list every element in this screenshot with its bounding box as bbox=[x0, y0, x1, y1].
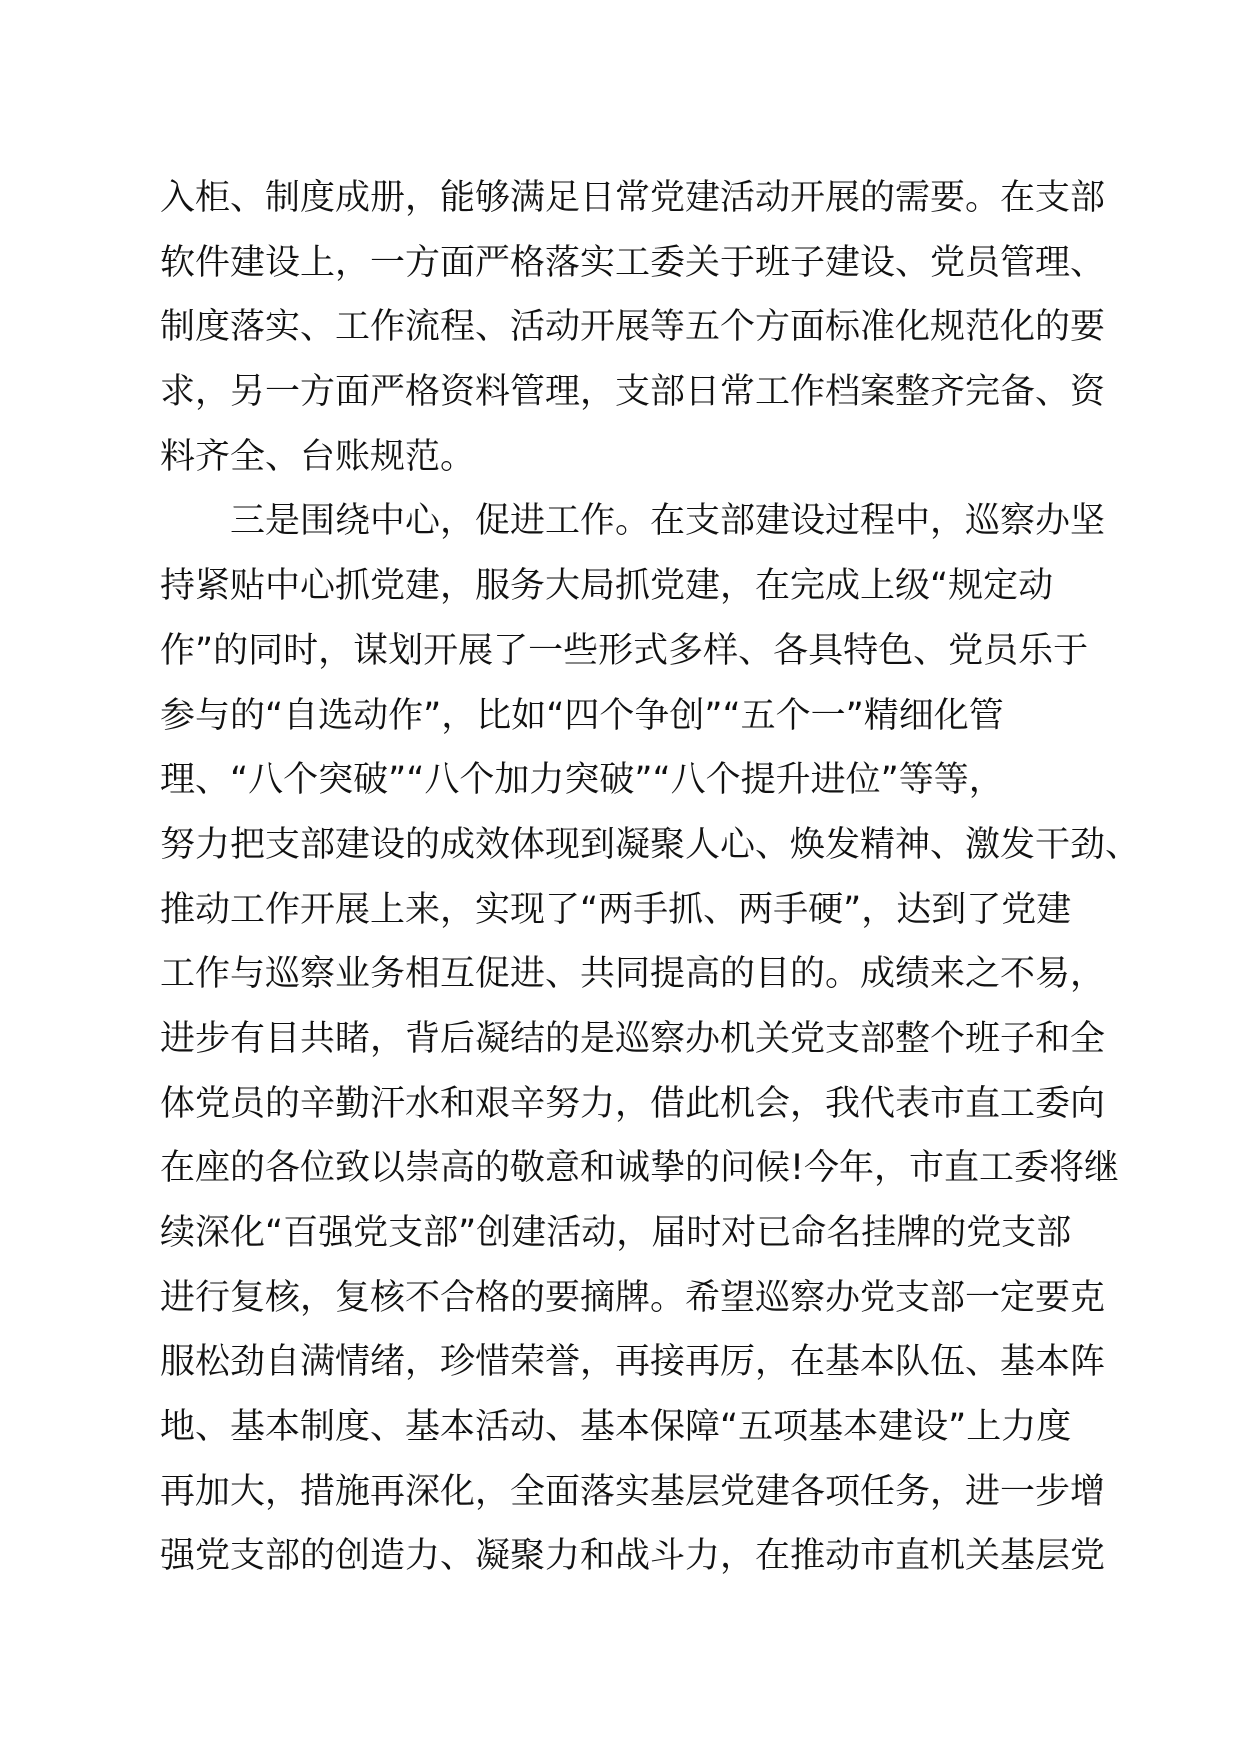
text-line: 求，另一方面严格资料管理，支部日常工作档案整齐完备、资 bbox=[160, 372, 1106, 413]
text-line: 进步有目共睹，背后凝结的是巡察办机关党支部整个班子和全 bbox=[160, 1018, 1106, 1059]
text-line: 作”的同时，谋划开展了一些形式多样、各具特色、党员乐于 bbox=[160, 630, 1089, 671]
text-line: 制度落实、工作流程、活动开展等五个方面标准化规范化的要 bbox=[160, 307, 1106, 348]
text-line: 软件建设上，一方面严格落实工委关于班子建设、党员管理、 bbox=[160, 242, 1106, 283]
text-line: 理、“八个突破”“八个加力突破”“八个提升进位”等等， bbox=[160, 760, 1004, 801]
text-line: 强党支部的创造力、凝聚力和战斗力，在推动市直机关基层党 bbox=[160, 1536, 1106, 1577]
text-line: 参与的“自选动作”，比如“四个争创”“五个一”精细化管 bbox=[160, 695, 1004, 736]
text-line: 体党员的辛勤汗水和艰辛努力，借此机会，我代表市直工委向 bbox=[160, 1083, 1106, 1124]
text-line: 进行复核，复核不合格的要摘牌。希望巡察办党支部一定要克 bbox=[160, 1277, 1106, 1318]
text-line: 努力把支部建设的成效体现到凝聚人心、焕发精神、激发干劲、 bbox=[160, 824, 1141, 865]
body-text bbox=[160, 166, 1141, 1589]
text-line: 再加大，措施再深化，全面落实基层党建各项任务，进一步增 bbox=[160, 1471, 1106, 1512]
text-line: 料齐全、台账规范。 bbox=[160, 436, 476, 477]
text-line: 续深化“百强党支部”创建活动，届时对已命名挂牌的党支部 bbox=[160, 1213, 1072, 1253]
text-line: 持紧贴中心抓党建，服务大局抓党建，在完成上级“规定动 bbox=[160, 566, 1054, 607]
text-line: 服松劲自满情绪，珍惜荣誉，再接再厉，在基本队伍、基本阵 bbox=[160, 1342, 1106, 1383]
text-line: 入柜、制度成册，能够满足日常党建活动开展的需要。在支部 bbox=[160, 178, 1106, 218]
text-line: 推动工作开展上来，实现了“两手抓、两手硬”，达到了党建 bbox=[160, 889, 1072, 930]
text-line: 工作与巡察业务相互促进、共同提高的目的。成绩来之不易， bbox=[160, 954, 1106, 995]
text-line: 在座的各位致以崇高的敬意和诚挚的问候!今年，市直工委将继 bbox=[160, 1148, 1120, 1189]
text-line: 三是围绕中心，促进工作。在支部建设过程中，巡察办坚 bbox=[160, 501, 1106, 542]
text-line: 地、基本制度、基本活动、基本保障“五项基本建设”上力度 bbox=[160, 1407, 1072, 1448]
